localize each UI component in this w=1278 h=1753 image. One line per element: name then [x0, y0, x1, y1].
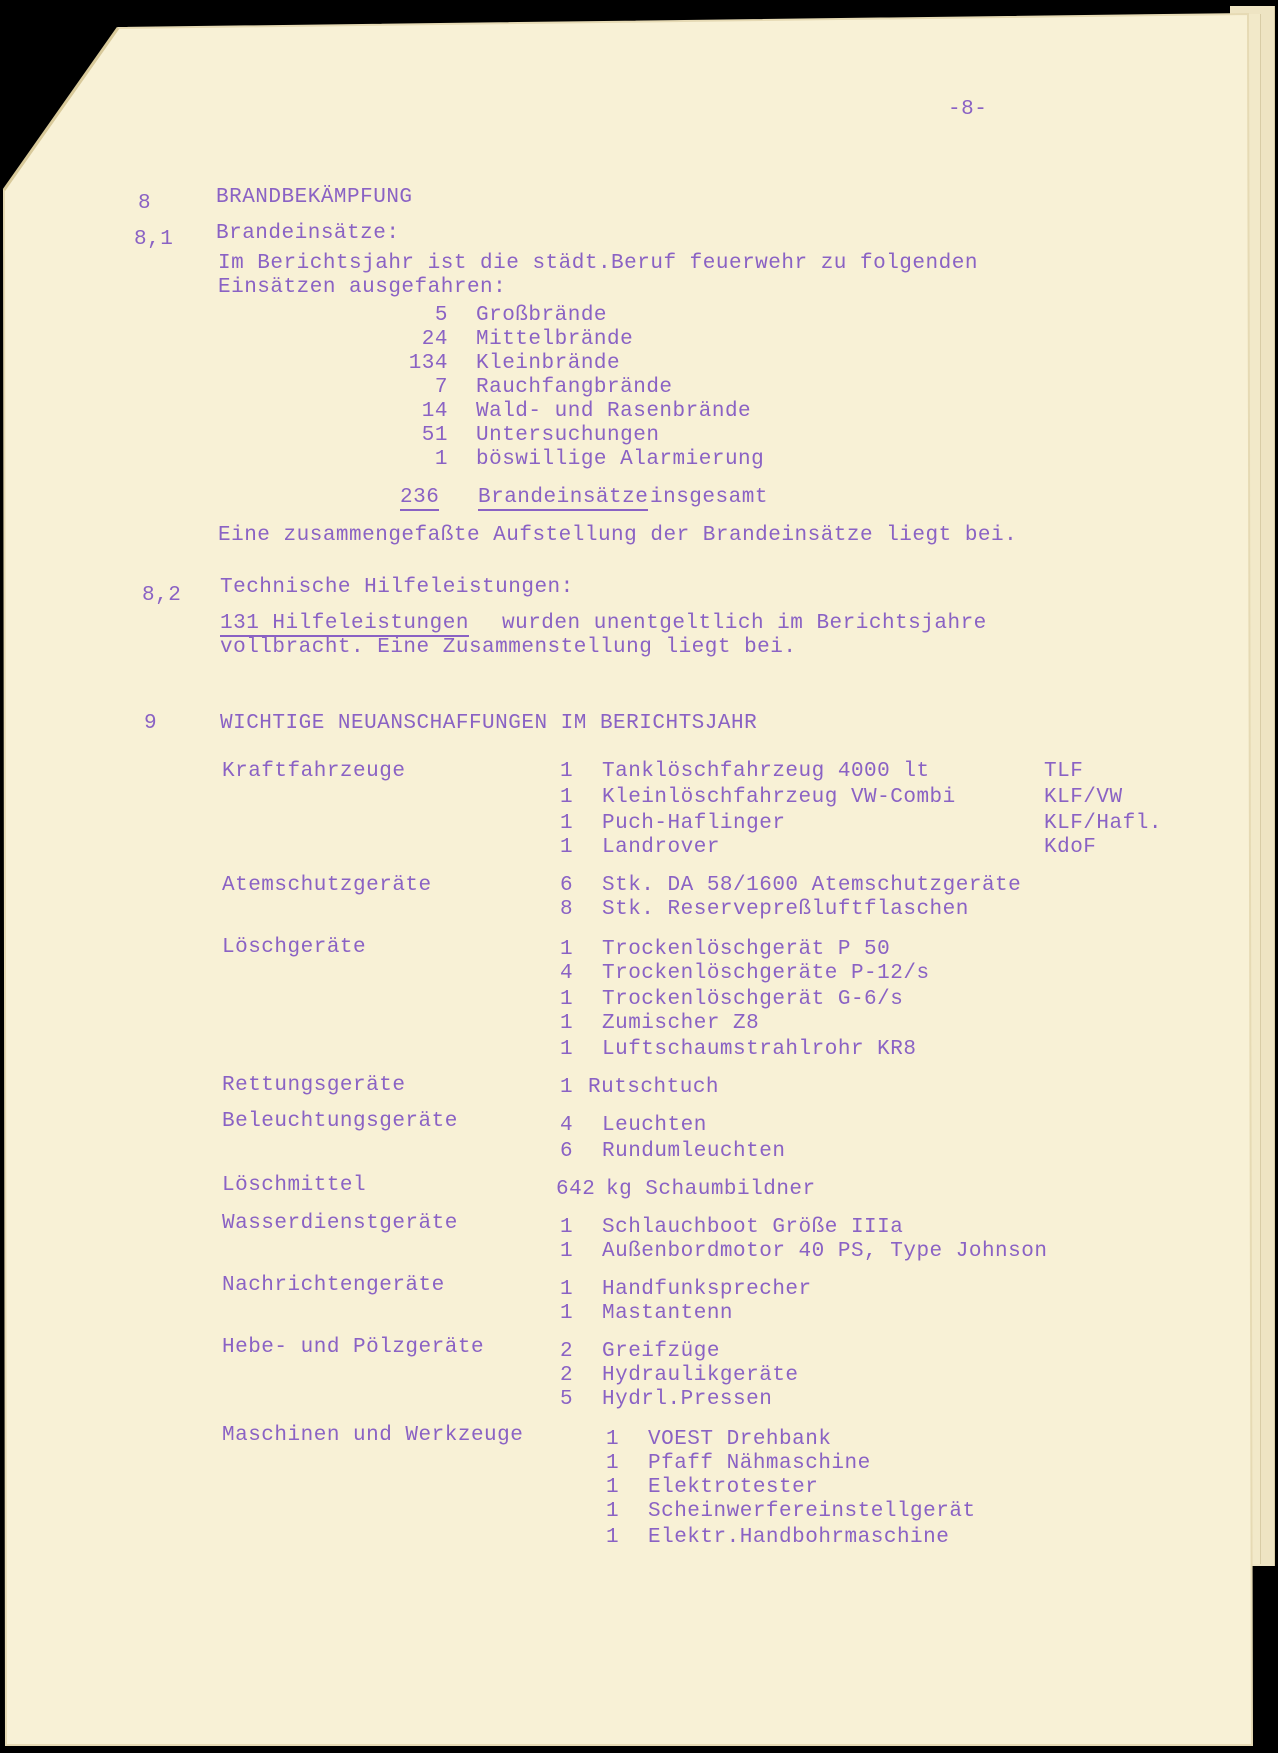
item-qty: 5 [560, 1388, 574, 1411]
item-name: Zumischer Z8 [602, 1012, 760, 1035]
section-title: WICHTIGE NEUANSCHAFFUNGEN IM BERICHTSJAHR [220, 712, 758, 735]
stat-label: Mittelbrände [476, 328, 634, 351]
section-title: Technische Hilfeleistungen: [220, 576, 574, 599]
item-qty: 1 [560, 760, 574, 783]
item-qty: 6 [560, 874, 574, 897]
item-qty: 1 [560, 836, 574, 859]
item-qty: 1 [560, 1302, 574, 1325]
stat-label: Rauchfangbrände [476, 376, 673, 399]
item-qty: 2 [560, 1340, 574, 1363]
category-label: Wasserdienstgeräte [222, 1212, 458, 1235]
item-name: kg Schaumbildner [606, 1178, 816, 1201]
section-number: 8,1 [134, 228, 174, 251]
item-qty: 1 [560, 988, 574, 1011]
assistance-count: 131 Hilfeleistungen [220, 612, 469, 635]
category-label: Löschmittel [222, 1174, 367, 1197]
item-name: Luftschaumstrahlrohr KR8 [602, 1038, 917, 1061]
stat-label: Wald- und Rasenbrände [476, 400, 752, 423]
stat-count: 51 [421, 424, 448, 447]
item-name: Trockenlöschgerät G-6/s [602, 988, 904, 1011]
section-number: 8,2 [142, 584, 182, 607]
item-name: Trockenlöschgerät P 50 [602, 938, 891, 961]
category-label: Nachrichtengeräte [222, 1274, 445, 1297]
stat-count: 5 [434, 304, 448, 327]
item-qty: 1 [560, 812, 574, 835]
item-qty: 1 [560, 1076, 574, 1099]
item-qty: 2 [560, 1364, 574, 1387]
item-name: Pfaff Nähmaschine [648, 1452, 871, 1475]
stat-label: Kleinbrände [476, 352, 621, 375]
section-title: BRANDBEKÄMPFUNG [216, 186, 413, 209]
item-qty: 1 [606, 1428, 620, 1451]
section-number: 8 [138, 192, 152, 215]
item-code: KLF/Hafl. [1044, 812, 1162, 835]
item-qty: 1 [606, 1500, 620, 1523]
item-name: Elektrotester [648, 1476, 819, 1499]
stat-count: 1 [434, 448, 448, 471]
item-qty: 1 [560, 786, 574, 809]
category-label: Beleuchtungsgeräte [222, 1110, 458, 1133]
item-name: VOEST Drehbank [648, 1428, 832, 1451]
section-title: Brandeinsätze: [216, 222, 400, 245]
item-name: Kleinlöschfahrzeug VW-Combi [602, 786, 956, 809]
item-name: Schlauchboot Größe IIIa [602, 1216, 904, 1239]
section-number: 9 [144, 712, 158, 735]
intro-line: Im Berichtsjahr ist die städt.Beruf feuerwehr zu folgenden [218, 252, 978, 275]
item-qty: 642 [556, 1178, 596, 1201]
item-qty: 8 [560, 898, 574, 921]
item-name: Landrover [602, 836, 720, 859]
stat-label: Untersuchungen [476, 424, 660, 447]
item-name: Rundumleuchten [602, 1140, 786, 1163]
category-label: Atemschutzgeräte [222, 874, 432, 897]
stat-count: 134 [408, 352, 448, 375]
item-name: Puch-Haflinger [602, 812, 786, 835]
item-qty: 1 [560, 1240, 574, 1263]
item-name: Stk. DA 58/1600 Atemschutzgeräte [602, 874, 1022, 897]
item-name: Trockenlöschgeräte P-12/s [602, 962, 930, 985]
stat-count: 14 [421, 400, 448, 423]
item-qty: 1 [606, 1476, 620, 1499]
page-number: -8- [948, 98, 988, 121]
stat-total-count: 236 [400, 486, 440, 509]
item-name: Hydraulikgeräte [602, 1364, 799, 1387]
item-name: Elektr.Handbohrmaschine [648, 1526, 950, 1549]
item-name: Mastantenn [602, 1302, 734, 1325]
assistance-text: vollbracht. Eine Zusammenstellung liegt bei. [220, 636, 797, 659]
stat-total-label: Brandeinsätze [478, 486, 649, 509]
statistics-note: Eine zusammengefaßte Aufstellung der Brandeinsätze liegt bei. [218, 524, 1018, 547]
item-name: Leuchten [602, 1114, 707, 1137]
item-qty: 1 [606, 1526, 620, 1549]
item-qty: 1 [560, 1278, 574, 1301]
stat-label: Großbrände [476, 304, 608, 327]
item-qty: 4 [560, 962, 574, 985]
category-label: Hebe- und Pölzgeräte [222, 1336, 485, 1359]
item-qty: 1 [560, 938, 574, 961]
category-label: Löschgeräte [222, 936, 367, 959]
stat-count: 7 [434, 376, 448, 399]
item-qty: 1 [560, 1038, 574, 1061]
item-code: KLF/VW [1044, 786, 1123, 809]
item-name: Handfunksprecher [602, 1278, 812, 1301]
category-label: Kraftfahrzeuge [222, 760, 406, 783]
item-qty: 1 [606, 1452, 620, 1475]
item-name: Tanklöschfahrzeug 4000 lt [602, 760, 930, 783]
item-qty: 1 [560, 1216, 574, 1239]
stat-label: böswillige Alarmierung [476, 448, 765, 471]
item-qty: 6 [560, 1140, 574, 1163]
category-label: Maschinen und Werkzeuge [222, 1424, 524, 1447]
item-name: Hydrl.Pressen [602, 1388, 773, 1411]
item-code: TLF [1044, 760, 1084, 783]
item-name: Stk. Reservepreßluftflaschen [602, 898, 969, 921]
item-name: Greifzüge [602, 1340, 720, 1363]
item-qty: 4 [560, 1114, 574, 1137]
item-name: Rutschtuch [588, 1076, 720, 1099]
item-code: KdoF [1044, 836, 1097, 859]
intro-line: Einsätzen ausgefahren: [218, 276, 507, 299]
item-name: Außenbordmotor 40 PS, Type Johnson [602, 1240, 1048, 1263]
item-name: Scheinwerfereinstellgerät [648, 1500, 976, 1523]
assistance-text: wurden unentgeltlich im Berichtsjahre [502, 612, 987, 635]
stat-total-suffix: insgesamt [650, 486, 768, 509]
item-qty: 1 [560, 1012, 574, 1035]
category-label: Rettungsgeräte [222, 1074, 406, 1097]
stat-count: 24 [421, 328, 448, 351]
